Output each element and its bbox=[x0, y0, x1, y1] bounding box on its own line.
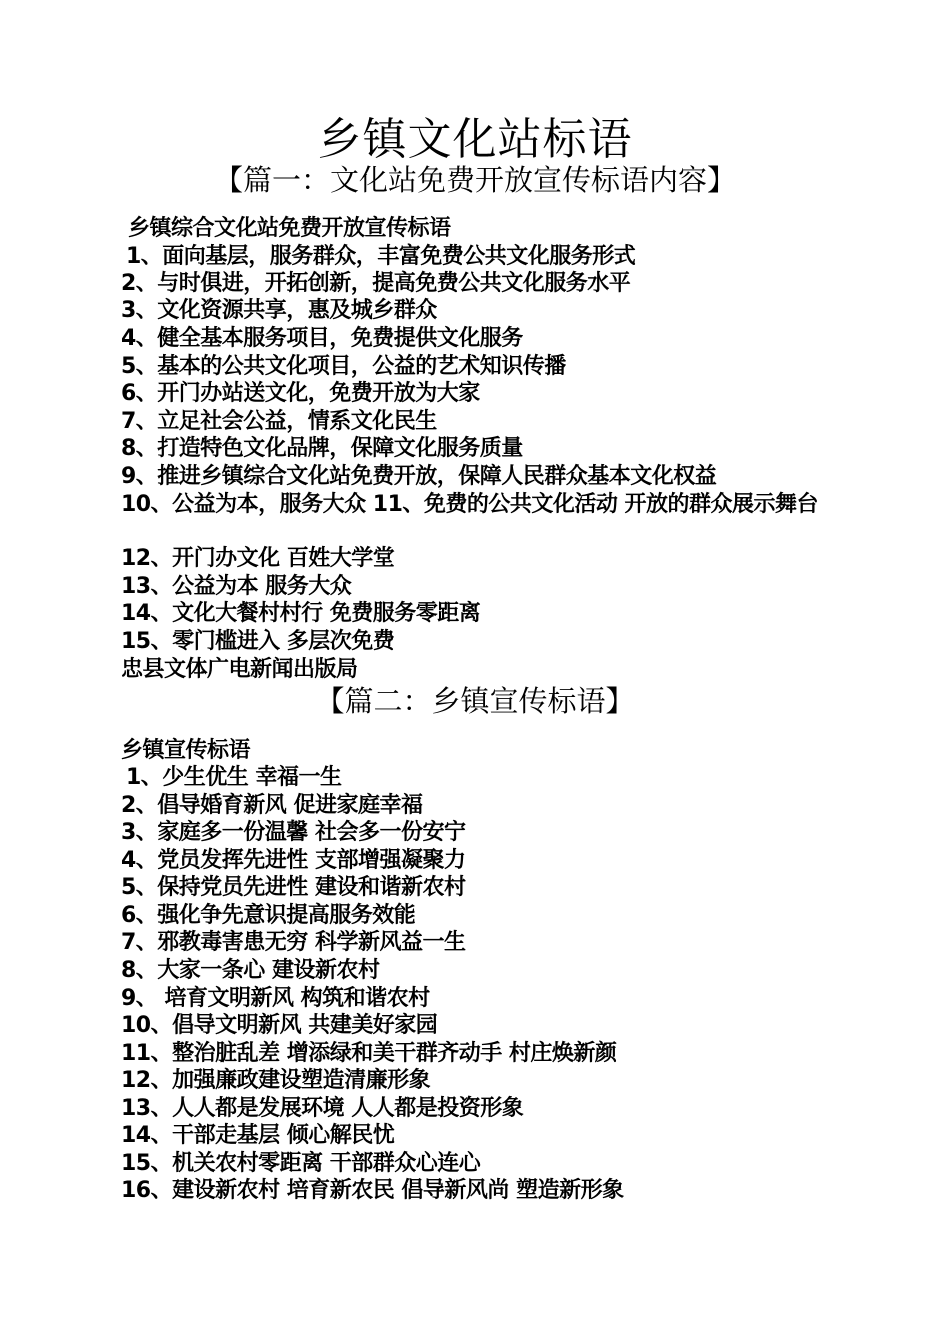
list-item: 1、少生优生 幸福一生 bbox=[126, 765, 342, 790]
section-subtitle-part2: 乡镇宣传标语 bbox=[121, 738, 251, 763]
list-item: 4、党员发挥先进性 支部增强凝聚力 bbox=[121, 848, 466, 873]
list-item: 9、推进乡镇综合文化站免费开放，保障人民群众基本文化权益 bbox=[121, 464, 717, 489]
list-item: 6、开门办站送文化，免费开放为大家 bbox=[121, 381, 480, 406]
list-item: 8、打造特色文化品牌，保障文化服务质量 bbox=[121, 436, 523, 461]
list-item: 5、基本的公共文化项目，公益的艺术知识传播 bbox=[121, 354, 566, 379]
list-item: 7、立足社会公益，情系文化民生 bbox=[121, 409, 437, 434]
signature-line: 忠县文体广电新闻出版局 bbox=[121, 657, 358, 682]
list-item: 2、与时俱进，开拓创新，提高免费公共文化服务水平 bbox=[121, 271, 631, 296]
section-subtitle-part1: 乡镇综合文化站免费开放宣传标语 bbox=[128, 216, 451, 241]
section-heading-part2: 【篇二：乡镇宣传标语】 bbox=[315, 684, 635, 718]
list-item: 14、干部走基层 倾心解民忧 bbox=[121, 1123, 395, 1148]
list-item: 12、开门办文化 百姓大学堂 bbox=[121, 546, 395, 571]
section-heading-part1: 【篇一：文化站免费开放宣传标语内容】 bbox=[213, 163, 736, 197]
list-item: 12、加强廉政建设塑造清廉形象 bbox=[121, 1068, 431, 1093]
list-item: 13、人人都是发展环境 人人都是投资形象 bbox=[121, 1096, 524, 1121]
list-item: 10、公益为本，服务大众 11、免费的公共文化活动 开放的群众展示舞台 bbox=[121, 492, 819, 517]
list-item: 5、保持党员先进性 建设和谐新农村 bbox=[121, 875, 466, 900]
list-item: 6、强化争先意识提高服务效能 bbox=[121, 903, 416, 928]
list-item: 4、健全基本服务项目，免费提供文化服务 bbox=[121, 326, 523, 351]
list-item: 9、 培育文明新风 构筑和谐农村 bbox=[121, 986, 430, 1011]
list-item: 3、家庭多一份温馨 社会多一份安宁 bbox=[121, 820, 466, 845]
list-item: 15、机关农村零距离 干部群众心连心 bbox=[121, 1151, 481, 1176]
list-item: 8、大家一条心 建设新农村 bbox=[121, 958, 380, 983]
list-item: 13、公益为本 服务大众 bbox=[121, 574, 352, 599]
list-item: 16、建设新农村 培育新农民 倡导新风尚 塑造新形象 bbox=[121, 1178, 624, 1203]
document-title: 乡镇文化站标语 bbox=[317, 114, 633, 165]
list-item: 7、邪教毒害患无穷 科学新风益一生 bbox=[121, 930, 466, 955]
list-item: 10、倡导文明新风 共建美好家园 bbox=[121, 1013, 438, 1038]
list-item: 2、倡导婚育新风 促进家庭幸福 bbox=[121, 793, 423, 818]
list-item: 14、文化大餐村村行 免费服务零距离 bbox=[121, 601, 481, 626]
list-item: 15、零门槛进入 多层次免费 bbox=[121, 629, 395, 654]
list-item: 1、面向基层，服务群众，丰富免费公共文化服务形式 bbox=[126, 244, 636, 269]
list-item: 3、文化资源共享，惠及城乡群众 bbox=[121, 298, 437, 323]
list-item: 11、整治脏乱差 增添绿和美干群齐动手 村庄焕新颜 bbox=[121, 1041, 617, 1066]
